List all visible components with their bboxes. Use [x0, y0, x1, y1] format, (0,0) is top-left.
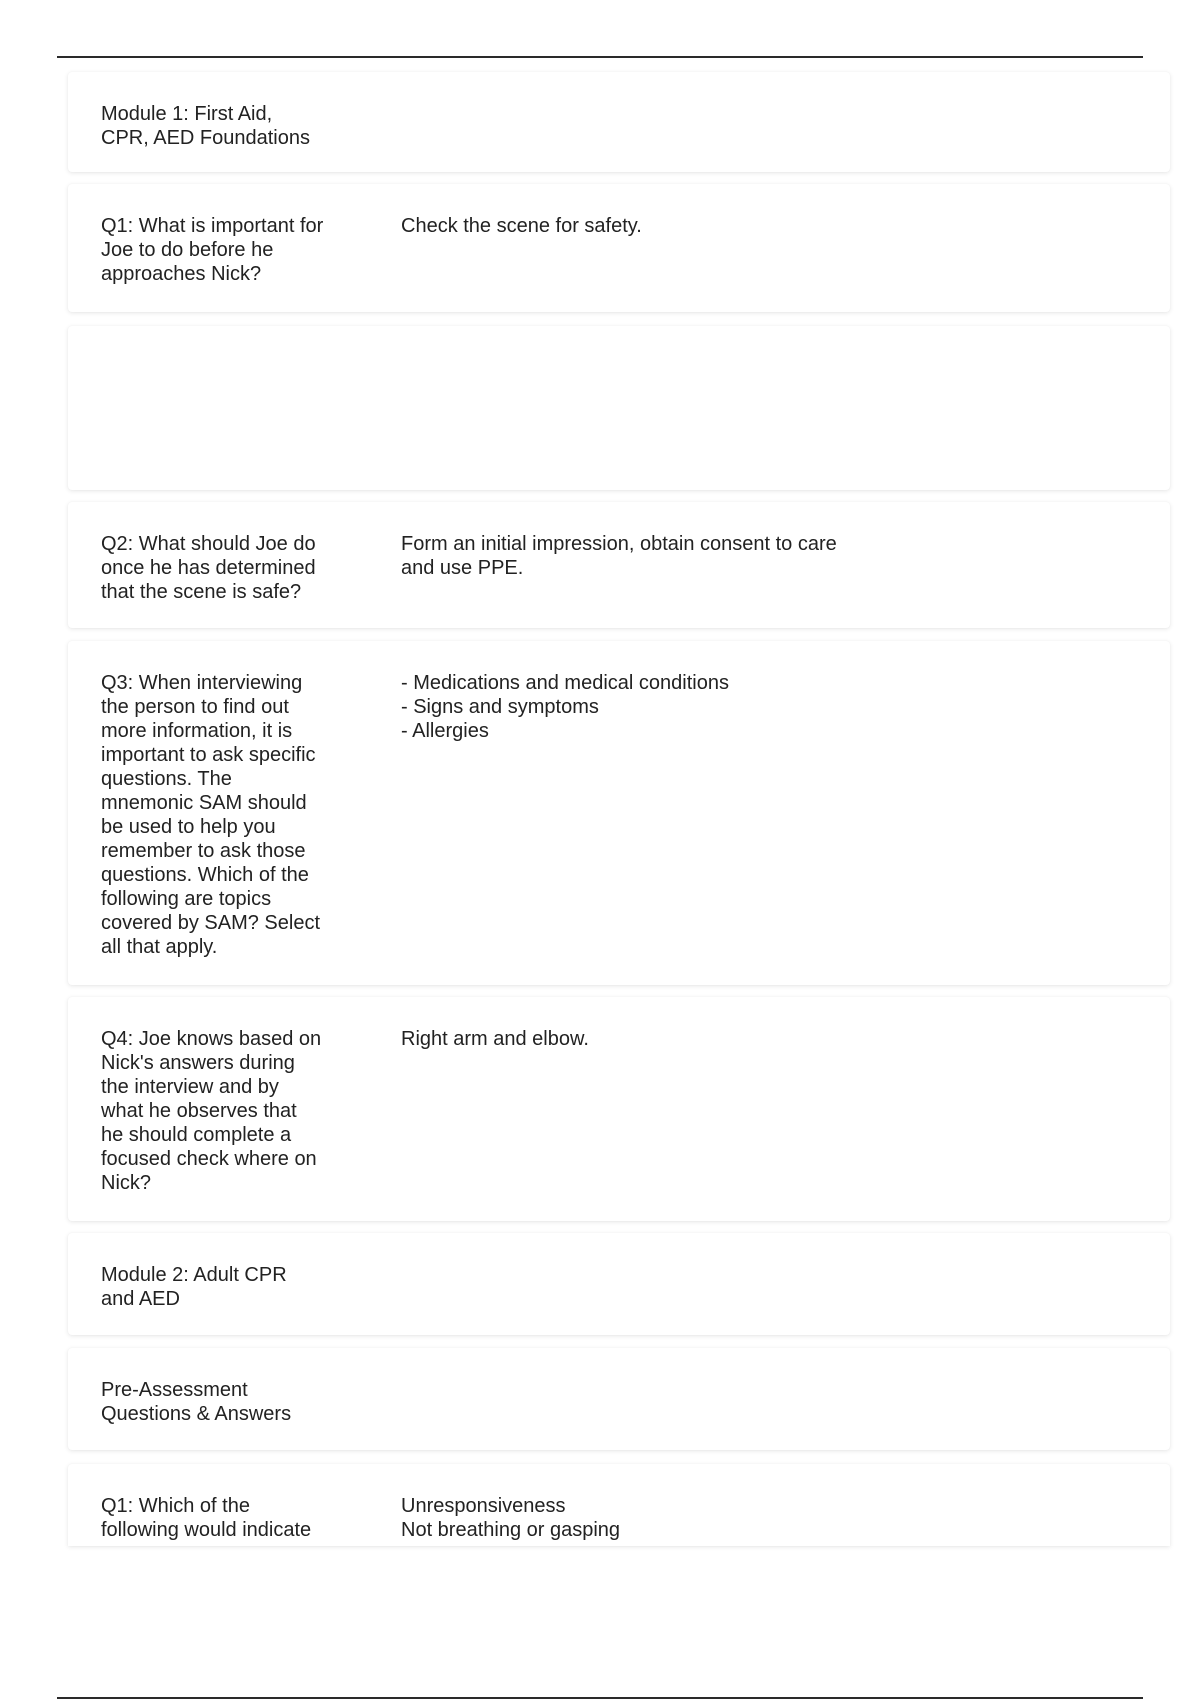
module-1-header-card [68, 72, 1170, 172]
answer-text: Form an initial impression, obtain consent to care and use PPE. [401, 533, 837, 579]
question-text: Q4: Joe knows based on Nick's answers during the interview and by what he observes that he should complete a focused check where on Nick? [101, 1028, 322, 1194]
qa-card-q1 [68, 184, 1170, 312]
section-title: Pre-Assessment Questions & Answers [101, 1379, 292, 1425]
pre-assessment-header-card [68, 1348, 1170, 1450]
module-2-header-card [68, 1233, 1170, 1335]
module-title: Module 1: First Aid, CPR, AED Foundations [101, 103, 310, 149]
qa-card-q2 [68, 502, 1170, 628]
answer-text: - Medications and medical conditions - Signs and symptoms - Allergies [401, 672, 729, 742]
question-text: Q1: Which of the following would indicate [101, 1495, 312, 1541]
qa-card-q4 [68, 997, 1170, 1221]
empty-card [68, 326, 1170, 490]
answer-text: Right arm and elbow. [401, 1028, 589, 1050]
footer-rule [57, 1697, 1143, 1699]
qa-card-q3 [68, 641, 1170, 985]
answer-text: Unresponsiveness Not breathing or gasping [401, 1495, 621, 1541]
header-rule [57, 56, 1143, 58]
question-text: Q2: What should Joe do once he has determined that the scene is safe? [101, 533, 316, 603]
question-text: Q3: When interviewing the person to find out more information, it is important to ask specific questions. The mnemonic SAM should be used to help you remember to ask those questions. Which of the following are topics covered by SAM? Select all that apply. [101, 672, 320, 958]
qa-card-m2-q1 [68, 1464, 1170, 1546]
module-title: Module 2: Adult CPR and AED [101, 1264, 287, 1310]
question-text: Q1: What is important for Joe to do before he approaches Nick? [101, 215, 324, 285]
answer-text: Check the scene for safety. [401, 215, 642, 237]
